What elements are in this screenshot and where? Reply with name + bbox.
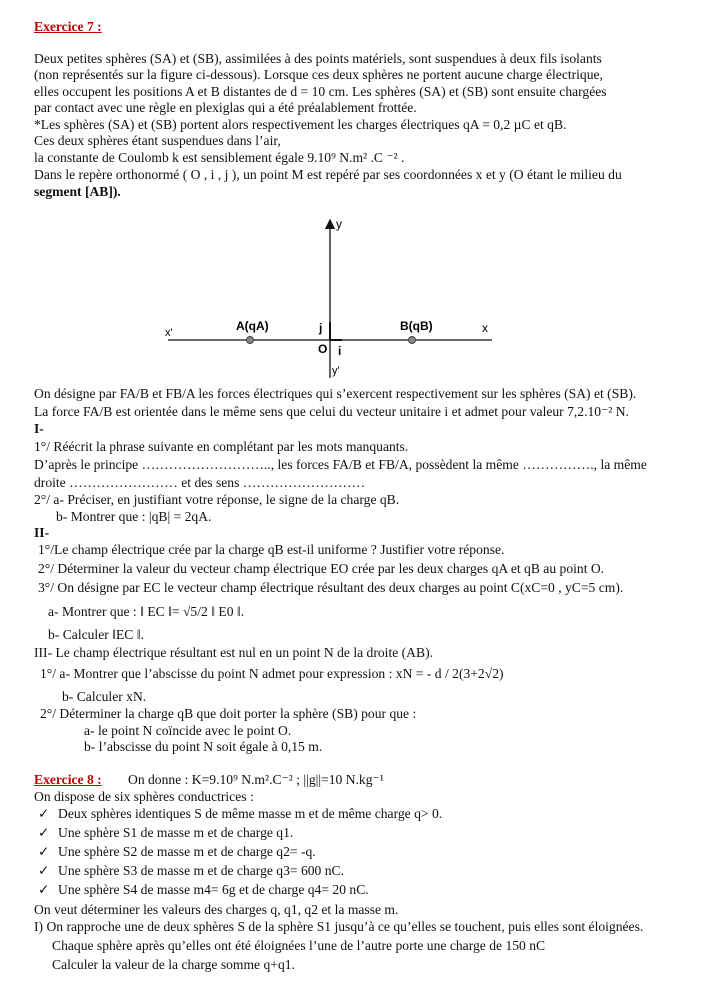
- ex8-part-i: I) On rapproche une de deux sphères S de la sphère S1 jusqu’à ce qu’elles se touchent, puis elles sont éloignées.: [34, 919, 644, 934]
- origin-label: O: [318, 342, 328, 356]
- ex7-intro-line-7: la constante de Coulomb k est sensiblement égale 9.10⁹ N.m² .C ⁻² .: [34, 150, 405, 165]
- bullet-text: Une sphère S4 de masse m4= 6g et de charge q4= 20 nC.: [58, 882, 369, 897]
- ex8-goal: On veut déterminer les valeurs des charges q, q1, q2 et la masse m.: [34, 902, 399, 917]
- ex8-bullet-3: [38, 844, 316, 860]
- q-i-1-sentence: D’après le principe ……………………….., les forces FA/B et FB/A, possèdent la même ……………., la même: [34, 457, 647, 472]
- check-icon: ✓: [38, 806, 50, 821]
- label-a: A(qA): [236, 319, 269, 333]
- check-icon: ✓: [38, 844, 50, 859]
- coordinate-figure: [160, 214, 500, 382]
- check-icon: ✓: [38, 882, 50, 897]
- x-prime-label: x': [165, 327, 173, 339]
- ex8-bullet-2: [38, 825, 293, 841]
- ex7-intro-line-3: elles occupent les positions A et B distantes de d = 10 cm. Les sphères (SA) et (SB) sont ensuite chargées: [34, 84, 607, 99]
- q-ii-3a: a- Montrer que : ‖ EC ‖= √5/2 ‖ E0 ‖.: [48, 604, 245, 619]
- section-iii-heading: III- Le champ électrique résultant est nul en un point N de la droite (AB).: [34, 645, 433, 660]
- point-b: [409, 337, 416, 344]
- section-ii-heading: II-: [34, 525, 50, 540]
- check-icon: ✓: [38, 863, 50, 878]
- ex8-part-i-cont: Chaque sphère après qu’elles ont été éloignées l’une de l’autre porte une charge de 150 nC: [52, 938, 546, 953]
- i-label: i: [338, 344, 342, 358]
- q-iii-2: 2°/ Déterminer la charge qB que doit porter la sphère (SB) pour que :: [40, 706, 417, 721]
- ex8-intro: On dispose de six sphères conductrices :: [34, 789, 254, 804]
- bullet-text: Une sphère S3 de masse m et de charge q3= 600 nC.: [58, 863, 345, 878]
- ex7-intro-line-1: Deux petites sphères (SA) et (SB), assimilées à des points matériels, sont suspendues à deux fils isolants: [34, 51, 602, 66]
- exercise-7-title: Exercice 7 :: [34, 19, 102, 34]
- bullet-text: Une sphère S2 de masse m et de charge q2= -q.: [58, 844, 316, 859]
- ex7-intro-line-4: par contact avec une règle en plexiglas qui a été préalablement frottée.: [34, 100, 417, 115]
- point-a: [247, 337, 254, 344]
- q-ii-3b: b- Calculer ‖EC ‖.: [48, 627, 144, 642]
- q-iii-1a: 1°/ a- Montrer que l’abscisse du point N admet pour expression : xN = - d / 2(3+2√2): [40, 666, 504, 681]
- ex7-force-value-line: La force FA/B est orientée dans le même sens que celui du vecteur unitaire i et admet pour valeur 7,2.10⁻² N.: [34, 404, 629, 419]
- ex8-bullet-1: [38, 806, 442, 822]
- label-b: B(qB): [400, 319, 433, 333]
- q-iii-2b: b- l’abscisse du point N soit égale à 0,15 m.: [84, 739, 323, 754]
- q-i-2b: b- Montrer que : |qB| = 2qA.: [56, 509, 212, 524]
- q-i-2a: 2°/ a- Préciser, en justifiant votre réponse, le signe de la charge qB.: [34, 492, 400, 507]
- ex8-given-data: On donne : K=9.10⁹ N.m².C⁻² ; ||g||=10 N.kg⁻¹: [128, 772, 384, 787]
- q-ii-2: 2°/ Déterminer la valeur du vecteur champ électrique EO crée par les deux charges qA et qB au point O.: [38, 561, 605, 576]
- axes-diagram: [160, 214, 500, 382]
- ex8-bullet-5: [38, 882, 369, 898]
- ex7-intro-line-5: *Les sphères (SA) et (SB) portent alors respectivement les charges électriques qA = 0,2 µC et qB.: [34, 117, 567, 132]
- q-iii-2a: a- le point N coïncide avec le point O.: [84, 723, 292, 738]
- ex7-intro-line-8: Dans le repère orthonormé ( O , i , j ), un point M est repéré par ses coordonnées x et y (O étant le milieu du: [34, 167, 622, 182]
- q-ii-3: 3°/ On désigne par EC le vecteur champ électrique résultant des deux charges au point C(xC=0 , yC=5 cm).: [38, 580, 624, 595]
- y-prime-label: y': [332, 365, 340, 377]
- bullet-text: Deux sphères identiques S de même masse m et de même charge q> 0.: [58, 806, 443, 821]
- ex7-intro-line-2: (non représentés sur la figure ci-dessous). Lorsque ces deux sphères ne portent aucune charge électrique,: [34, 67, 603, 82]
- ex7-intro-line-9: segment [AB]).: [34, 184, 121, 199]
- check-icon: ✓: [38, 825, 50, 840]
- ex7-forces-line: On désigne par FA/B et FB/A les forces électriques qui s’exercent respectivement sur les sphères (SA) et (SB).: [34, 386, 637, 401]
- exercise-8-title: Exercice 8 :: [34, 772, 102, 787]
- q-iii-1b: b- Calculer xN.: [62, 689, 147, 704]
- bullet-text: Une sphère S1 de masse m et de charge q1.: [58, 825, 294, 840]
- j-label: j: [319, 321, 323, 335]
- ex8-bullet-4: [38, 863, 344, 879]
- ex8-part-i-question: Calculer la valeur de la charge somme q+q1.: [52, 957, 295, 972]
- q-i-1-sentence-cont: droite …………………… et des sens ………………………: [34, 475, 366, 490]
- ex7-intro-line-6: Ces deux sphères étant suspendues dans l’air,: [34, 133, 281, 148]
- x-label: x: [482, 321, 488, 335]
- q-ii-1: 1°/Le champ électrique crée par la charge qB est-il uniforme ? Justifier votre réponse.: [38, 542, 505, 557]
- q-i-1: 1°/ Réécrit la phrase suivante en complétant par les mots manquants.: [34, 439, 409, 454]
- section-i-heading: I-: [34, 421, 44, 436]
- y-label: y: [336, 217, 342, 231]
